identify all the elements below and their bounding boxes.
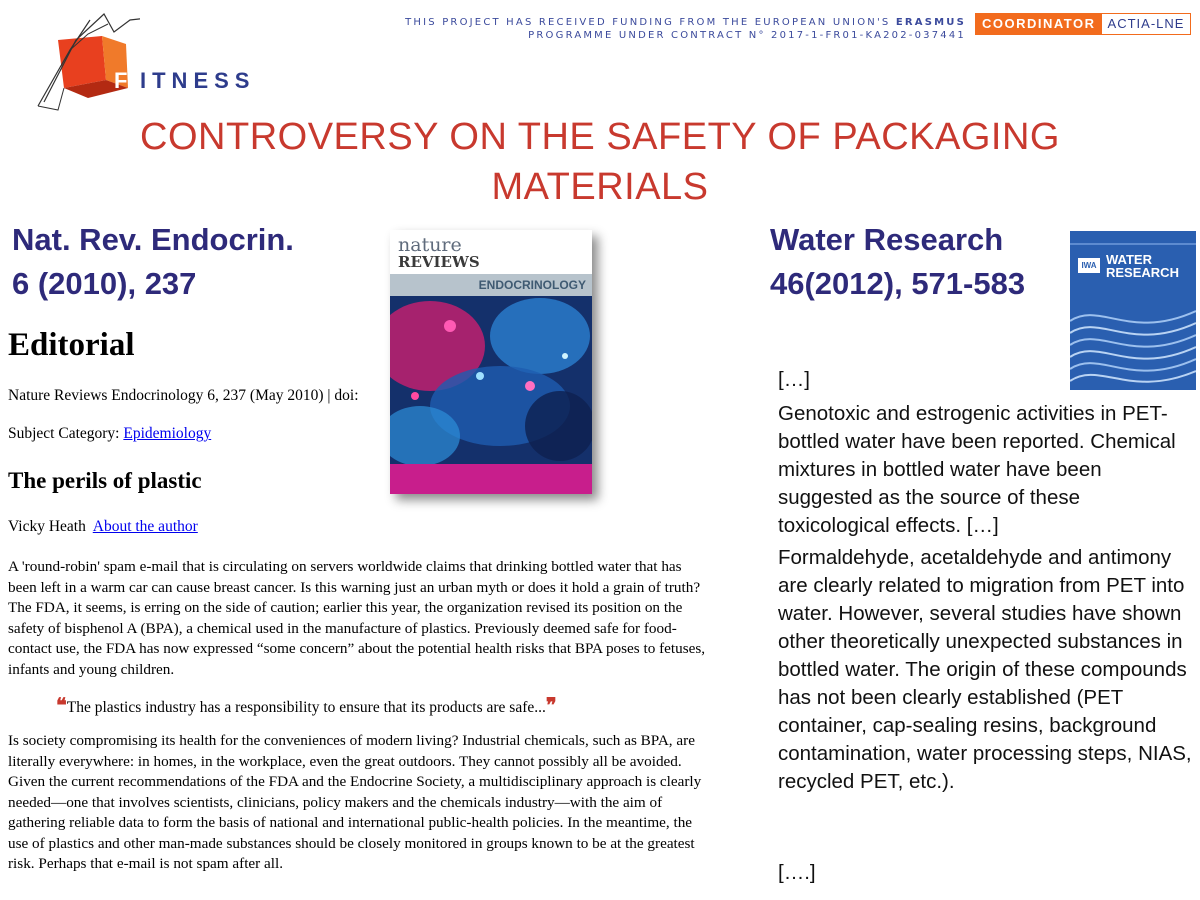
editorial-subject xyxy=(8,425,211,443)
coordinator-name: ACTIA-LNE xyxy=(1102,14,1191,34)
slide-title xyxy=(60,112,1140,212)
wave-pattern-icon xyxy=(1070,291,1196,390)
excerpt-open-ellipsis: […] xyxy=(778,368,810,391)
water-cover-title1: WATER xyxy=(1106,252,1152,267)
slide-title-line2: MATERIALS xyxy=(491,166,709,208)
nature-reviews-cover xyxy=(390,230,592,494)
water-reference xyxy=(770,218,1025,306)
editorial-heading: Editorial xyxy=(8,327,135,363)
cover-series: REVIEWS xyxy=(398,253,480,271)
logo-word-text: ITNESS xyxy=(140,68,256,93)
quote-close-icon: ❞ xyxy=(545,695,557,717)
nature-reference xyxy=(12,218,294,306)
slide-title-line1: CONTROVERSY ON THE SAFETY OF PACKAGING xyxy=(140,116,1060,158)
cover-top-line xyxy=(1070,243,1196,245)
editorial-citation: Nature Reviews Endocrinology 6, 237 (May 2010) | doi: xyxy=(8,387,359,404)
quote-open-icon: ❝ xyxy=(56,695,67,717)
cover-micrograph-image xyxy=(390,296,592,464)
pullquote-text: The plastics industry has a responsibility to ensure that its products are safe... xyxy=(66,699,546,716)
coordinator-label: COORDINATOR xyxy=(976,14,1102,34)
cover-footer xyxy=(390,464,592,494)
funding-notice xyxy=(380,16,966,42)
nature-reference-journal: Nat. Rev. Endocrin. xyxy=(12,222,294,257)
subject-label: Subject Category: xyxy=(8,425,120,442)
funding-line2: PROGRAMME UNDER CONTRACT N° 2017-1-FR01-KA202-037441 xyxy=(528,30,966,41)
water-cover-title2: RESEARCH xyxy=(1106,265,1179,280)
funding-line1: THIS PROJECT HAS RECEIVED FUNDING FROM THE EUROPEAN UNION'S xyxy=(405,17,891,28)
logo-wordmark xyxy=(114,68,256,94)
editorial-headline: The perils of plastic xyxy=(8,468,202,493)
editorial-pullquote xyxy=(56,693,557,718)
author-name: Vicky Heath xyxy=(8,518,86,535)
nature-reference-volume: 6 (2010), 237 xyxy=(12,266,197,301)
excerpt-paragraph-1: Genotoxic and estrogenic activities in PET-bottled water have been reported. Chemical mixtures in bottled water have been suggested as the source of these toxicological effects. […] xyxy=(778,402,1176,537)
funding-erasmus: ERASMUS xyxy=(895,17,966,28)
water-research-cover xyxy=(1070,231,1196,390)
fitness-logo xyxy=(30,10,280,120)
book-logo-icon xyxy=(30,10,140,120)
editorial-author-line xyxy=(8,518,198,536)
excerpt-close-ellipsis: [….] xyxy=(778,861,816,884)
logo-letter: F xyxy=(114,68,134,93)
subject-link[interactable]: Epidemiology xyxy=(123,425,212,442)
about-author-link[interactable]: About the author xyxy=(92,518,198,535)
cover-journal: ENDOCRINOLOGY xyxy=(478,278,586,292)
editorial-paragraph-1: A 'round-robin' spam e-mail that is circulating on servers worldwide claims that drinking bottled water that has been left in a warm car can cause breast cancer. Is this warning just an urban myth or does it hold a grain of truth? The FDA, it seems, is erring on the side of caution; earlier this year, the organization revised its position on the safety of bisphenol A (BPA), a chemical used in the manufacture of plastics. Previously deemed safe for food-contact use, the FDA has now expressed “some concern” about the potential health risks that BPA poses to fetuses, infants and young children. xyxy=(8,558,706,678)
water-reference-volume: 46(2012), 571-583 xyxy=(770,266,1026,301)
iwa-badge: IWA xyxy=(1078,258,1100,273)
water-cover-title xyxy=(1106,253,1179,279)
editorial-paragraph-2: Is society compromising its health for the conveniences of modern living? Industrial chemicals, such as BPA, are literally everywhere: in homes, in the workplace, even the great outdoors. They cannot possibly all be avoided. Given the current recommendations of the FDA and the Endocrine Society, a multidisciplinary approach is clearly needed—one that involves scientists, clinicians, policy makers and the chemicals industry—with the aim of gathering reliable data to form the basis of national and international public-health policies. In the meantime, the use of plastics and other man-made substances should be closely monitored in groups known to be at the greatest risk. Perhaps that e-mail is not spam after all. xyxy=(8,732,702,872)
coordinator-badge xyxy=(975,13,1191,35)
water-reference-journal: Water Research xyxy=(770,222,1004,257)
excerpt-paragraph-2: Formaldehyde, acetaldehyde and antimony are clearly related to migration from PET into water. However, several studies have shown other theoretically unexpected substances in bottled water. The origin of these compounds has not been clearly established (PET container, cap-sealing resins, background contamination, water processing steps, NIAS, recycled PET, etc.). xyxy=(778,546,1192,793)
cover-brand: nature xyxy=(398,234,462,256)
